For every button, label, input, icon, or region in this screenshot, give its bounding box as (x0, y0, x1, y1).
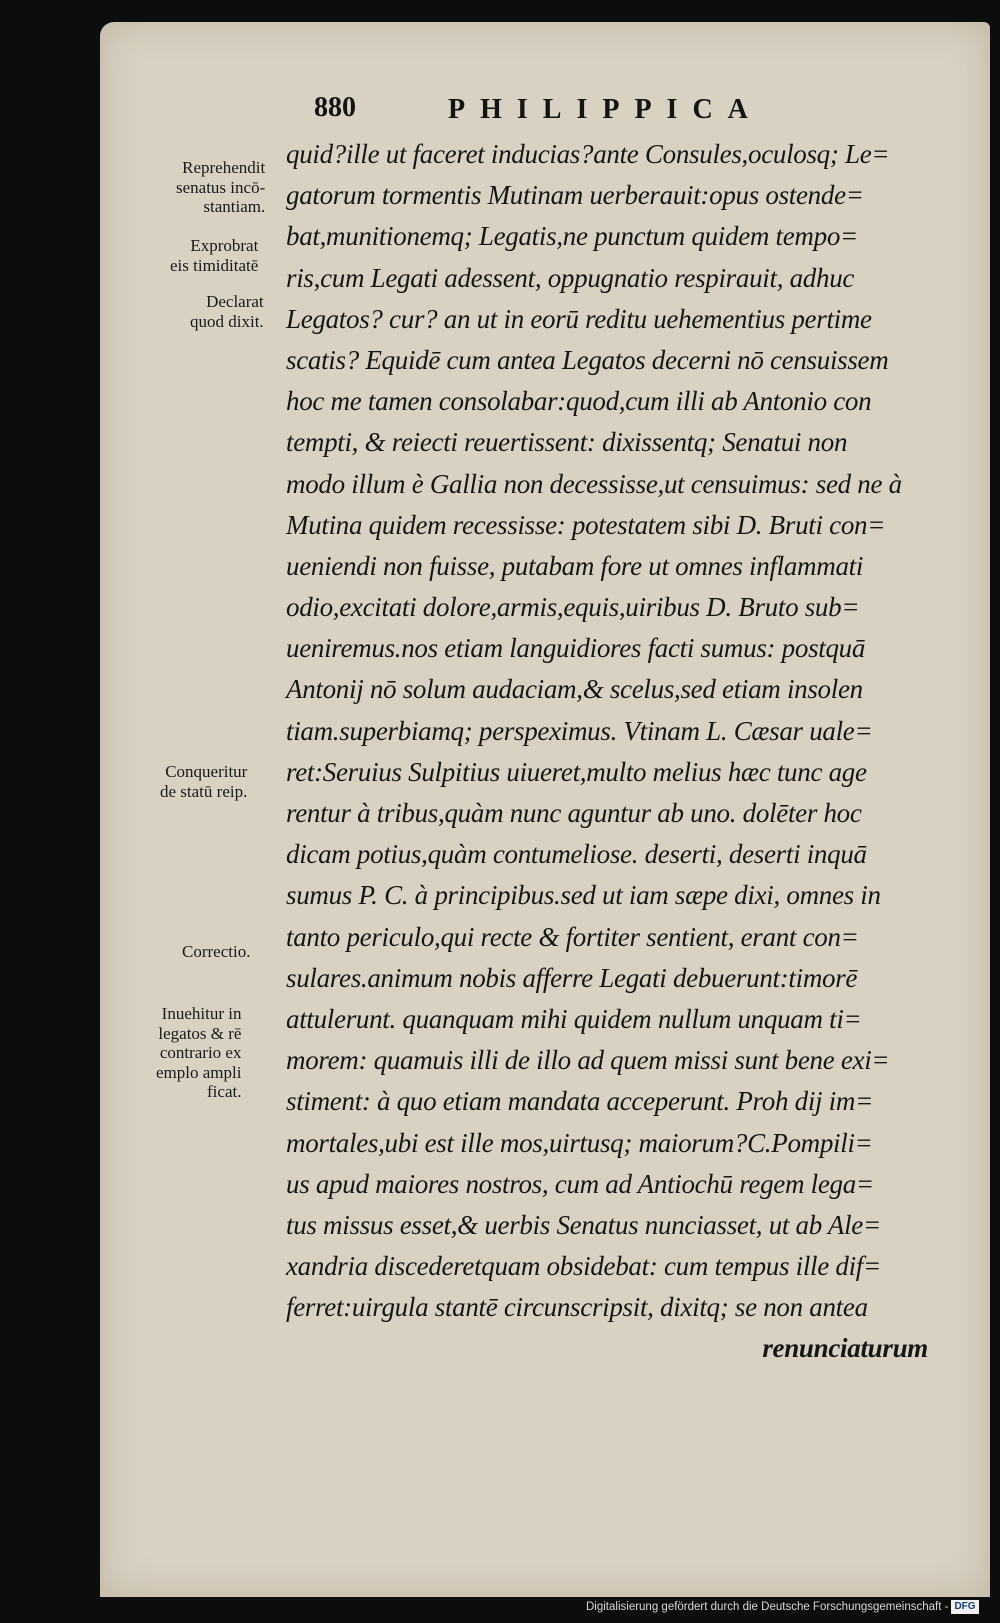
margin-note: Inuehitur in legatos & rē contrario ex emplo ampli ficat. (156, 1004, 242, 1101)
text-line: sumus P. C. à principibus.sed ut iam sæpe dixi, omnes in (286, 880, 881, 911)
text-line: attulerunt. quanquam mihi quidem nullum unquam ti= (286, 1003, 862, 1034)
text-line: stiment: à quo etiam mandata acceperunt. Proh dij im= (286, 1086, 873, 1117)
credit-text: Digitalisierung gefördert durch die Deutsche Forschungsgemeinschaft - (586, 1601, 949, 1613)
page-number: 880 (314, 92, 356, 123)
text-line: ueniendi non fuisse, putabam fore ut omnes inflammati (286, 550, 864, 581)
text-line: Legatos? cur? an ut in eorū reditu uehementius pertime (286, 303, 872, 334)
text-line: morem: quamuis illi de illo ad quem missi sunt bene exi= (286, 1045, 890, 1076)
text-line: xandria discederetquam obsidebat: cum tempus ille dif= (286, 1251, 881, 1282)
text-line: tempti, & reiecti reuertissent: dixissentq; Senatui non (286, 427, 848, 458)
running-title: PHILIPPICA (448, 94, 763, 125)
text-line: modo illum è Gallia non decessisse,ut censuimus: sed ne à (286, 468, 902, 499)
text-line: tiam.superbiamq; perspeximus. Vtinam L. Cæsar uale= (286, 715, 873, 746)
text-line: Antonij nō solum audaciam,& scelus,sed etiam insolen (286, 674, 863, 705)
text-line: ret:Seruius Sulpitius uiueret,multo melius hæc tunc age (286, 756, 867, 787)
text-line: quid?ille ut faceret inducias?ante Consules,oculosq; Le= (286, 139, 890, 169)
text-line: mortales,ubi est ille mos,uirtusq; maiorum?C.Pompili= (286, 1127, 873, 1158)
dfg-logo: DFG (951, 1600, 978, 1614)
text-line: tus missus esset,& uerbis Senatus nunciasset, ut ab Ale= (286, 1209, 881, 1240)
text-line: ferret:uirgula stantē circunscripsit, dixitq; se non antea (286, 1292, 868, 1323)
body-text (286, 134, 948, 1370)
margin-note: Conqueritur de statū reip. (160, 762, 248, 801)
text-line: us apud maiores nostros, cum ad Antiochū regem lega= (286, 1168, 874, 1199)
margin-note: Reprehendit senatus incō- stantiam. (176, 158, 266, 216)
text-line: sulares.animum nobis afferre Legati debuerunt:timorē (286, 962, 858, 993)
text-line: Mutina quidem recessisse: potestatem sibi D. Bruti con= (286, 509, 886, 540)
text-line: rentur à tribus,quàm nunc aguntur ab uno. dolēter hoc (286, 798, 862, 828)
text-line: ueniremus.nos etiam languidiores facti sumus: postquā (286, 633, 866, 664)
text-line: odio,excitati dolore,armis,equis,uiribus D. Bruto sub= (286, 592, 860, 623)
margin-note: Exprobrat eis timiditatē (170, 236, 259, 275)
text-line: scatis? Equidē cum antea Legatos decerni nō censuissem (286, 344, 889, 375)
catchword: renunciaturum (762, 1333, 928, 1364)
text-line: hoc me tamen consolabar:quod,cum illi ab Antonio con (286, 386, 872, 417)
text-line: ris,cum Legati adessent, oppugnatio respirauit, adhuc (286, 262, 855, 293)
margin-note: Declarat quod dixit. (190, 292, 264, 331)
text-line: dicam potius,quàm contumeliose. deserti, deserti inquā (286, 839, 867, 870)
margin-note: Correctio. (182, 942, 251, 961)
text-line: bat,munitionemq; Legatis,ne punctum quidem tempo= (286, 221, 858, 252)
page-header (0, 92, 1000, 132)
digitization-credit (586, 1596, 1000, 1618)
text-line: gatorum tormentis Mutinam uerberauit:opus ostende= (286, 180, 864, 211)
text-line: tanto periculo,qui recte & fortiter sentient, erant con= (286, 921, 859, 952)
